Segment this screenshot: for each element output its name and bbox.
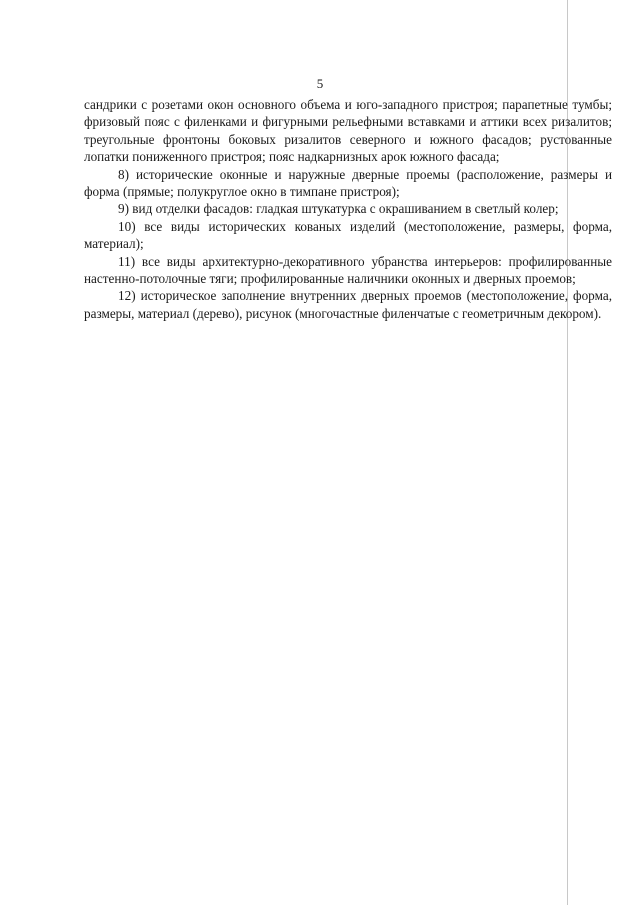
paragraph-continuation: сандрики с розетами окон основного объема и юго-западного пристроя; парапетные тумбы; фризовый пояс с филенками и фигурными рельефными вставками и аттики всех ризалитов; треугольные фронтоны боковых ризалитов северного и южного фасадов; рустованные лопатки пониженного пристроя; пояс надкарнизных арок южного фасада;	[84, 97, 612, 165]
paragraph-item-12: 12) историческое заполнение внутренних дверных проемов (местоположение, форма, размеры, материал (дерево), рисунок (многочастные филенчатые с геометричным декором).	[84, 288, 612, 321]
paragraph-item-9: 9) вид отделки фасадов: гладкая штукатурка с окрашиванием в светлый колер;	[118, 201, 559, 217]
page-number: 5	[316, 76, 324, 91]
paragraph-item-8: 8) исторические оконные и наружные дверные проемы (расположение, размеры и форма (прямые; полукруглое окно в тимпане пристроя);	[84, 166, 612, 200]
paragraph-item-10: 10) все виды исторических кованых изделий (местоположение, размеры, форма, материал);	[84, 218, 612, 252]
paragraph-item-11: 11) все виды архитектурно-декоративного убранства интерьеров: профилированные настенно-потолочные тяги; профилированные наличники оконных и дверных проемов;	[84, 253, 612, 287]
document-body	[84, 96, 612, 322]
